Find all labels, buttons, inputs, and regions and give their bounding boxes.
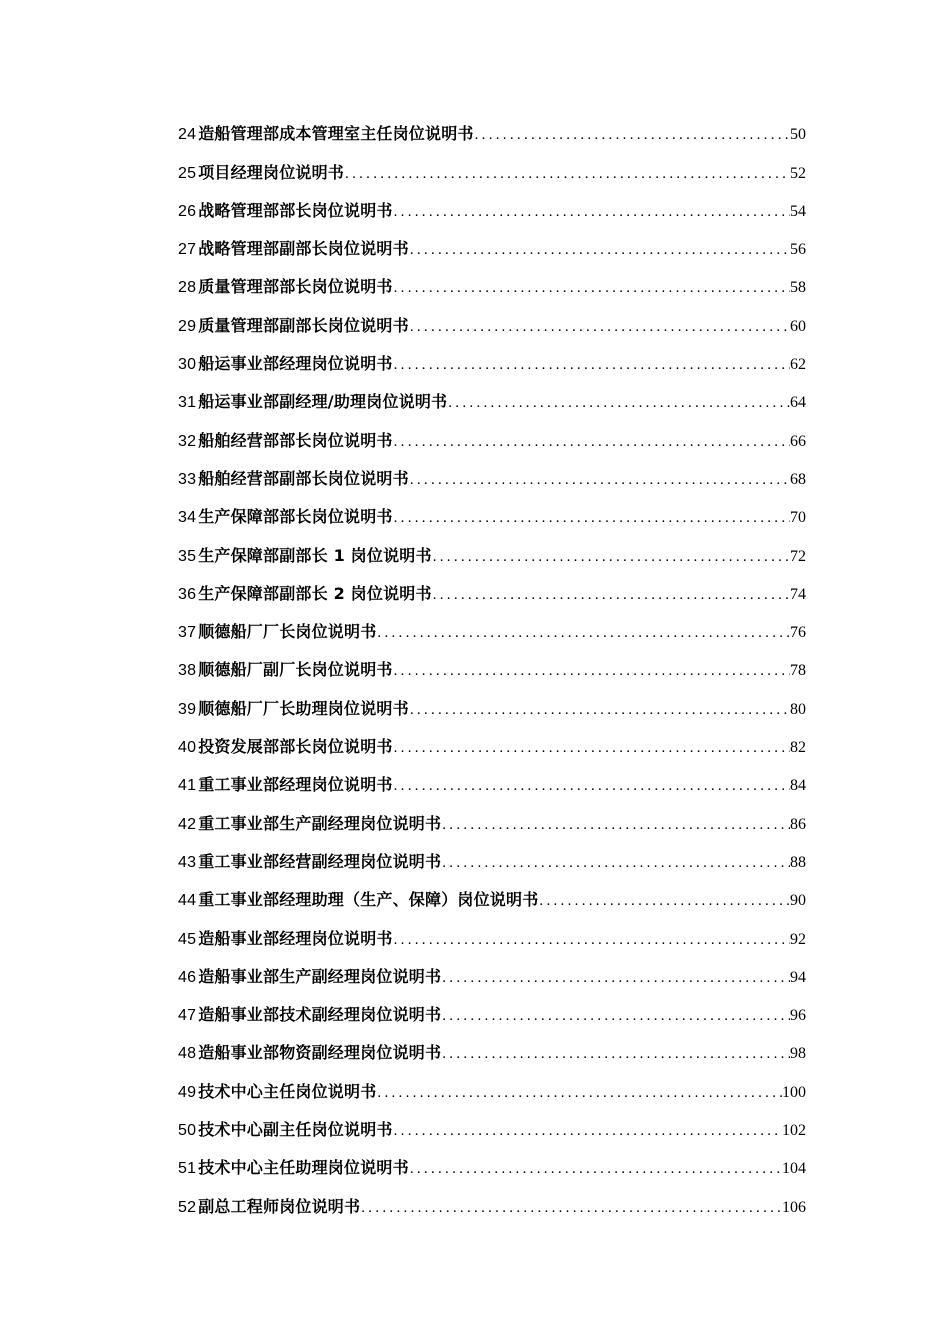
- toc-entry-page-number: 100: [782, 1083, 806, 1101]
- toc-entry[interactable]: [178, 950, 806, 988]
- toc-entry-title: [178, 124, 474, 145]
- toc-entry-text: 造船事业部生产副经理岗位说明书: [198, 966, 442, 986]
- toc-dot-leader: [409, 1159, 782, 1179]
- toc-entry-number: 32: [178, 432, 197, 450]
- toc-entry-page-number: 104: [782, 1160, 806, 1178]
- toc-entry-page-number: 92: [790, 930, 806, 948]
- toc-entry-text: 副总工程师岗位说明书: [198, 1196, 361, 1216]
- toc-entry-page-number: 106: [782, 1198, 806, 1216]
- toc-entry-text: 顺德船厂厂长助理岗位说明书: [198, 698, 409, 718]
- toc-entry-number: 29: [178, 317, 197, 335]
- toc-entry-page-number: 88: [790, 853, 806, 871]
- toc-entry-number: 52: [178, 1198, 197, 1216]
- toc-entry-number: 35: [178, 547, 197, 565]
- toc-entry-page-number: 74: [790, 585, 806, 603]
- toc-entry-page-number: 60: [790, 317, 806, 335]
- toc-entry-text: 顺德船厂厂长岗位说明书: [198, 622, 377, 642]
- toc-dot-leader: [344, 164, 790, 184]
- toc-entry-number: 46: [178, 968, 197, 986]
- toc-entry-number: 28: [178, 279, 197, 297]
- toc-entry[interactable]: [178, 758, 806, 796]
- toc-entry-number: 48: [178, 1045, 197, 1063]
- toc-entry[interactable]: [178, 413, 806, 451]
- toc-entry-page-number: 50: [790, 126, 806, 144]
- toc-entry-page-number: 66: [790, 432, 806, 450]
- toc-entry-title: [178, 431, 393, 452]
- toc-entry-number: 33: [178, 470, 197, 488]
- toc-entry-number: 40: [178, 739, 197, 757]
- toc-entry-title: [178, 1082, 376, 1103]
- toc-entry-title: [178, 660, 393, 681]
- toc-entry-page-number: 94: [790, 968, 806, 986]
- toc-dot-leader: [393, 661, 790, 681]
- toc-entry-text: 投资发展部部长岗位说明书: [198, 737, 393, 757]
- toc-entry-title: [178, 775, 393, 796]
- toc-entry-number: 42: [178, 815, 197, 833]
- toc-entry-page-number: 56: [790, 241, 806, 259]
- toc-entry-title: [178, 737, 393, 758]
- toc-entry-page-number: 64: [790, 394, 806, 412]
- toc-entry-title: [178, 622, 376, 643]
- toc-entry[interactable]: [178, 375, 806, 413]
- toc-dot-leader: [393, 355, 790, 375]
- toc-dot-leader: [393, 1121, 782, 1141]
- toc-entry[interactable]: [178, 260, 806, 298]
- toc-entry-page-number: 98: [790, 1045, 806, 1063]
- toc-entry-number: 50: [178, 1122, 197, 1140]
- toc-entry-title: [178, 929, 393, 950]
- toc-entry-text: 造船事业部物资副经理岗位说明书: [198, 1043, 442, 1063]
- toc-entry-number: 51: [178, 1160, 197, 1178]
- toc-entry-number: 34: [178, 509, 197, 527]
- toc-entry[interactable]: [178, 337, 806, 375]
- toc-entry-number: 45: [178, 930, 197, 948]
- toc-dot-leader: [409, 470, 790, 490]
- toc-entry-text: 战略管理部部长岗位说明书: [198, 200, 393, 220]
- toc-entry-title: [178, 392, 447, 413]
- toc-entry-page-number: 80: [790, 700, 806, 718]
- toc-entry-number: 44: [178, 892, 197, 910]
- toc-dot-leader: [441, 968, 790, 988]
- toc-entry-page-number: 96: [790, 1007, 806, 1025]
- toc-entry-text: 造船事业部经理岗位说明书: [198, 928, 393, 948]
- toc-entry-number: 43: [178, 853, 197, 871]
- toc-dot-leader: [393, 432, 790, 452]
- toc-entry[interactable]: [178, 528, 806, 566]
- toc-entry-title: [178, 1043, 441, 1064]
- toc-entry-number: 36: [178, 585, 197, 603]
- toc-entry-page-number: 102: [782, 1122, 806, 1140]
- toc-dot-leader: [409, 700, 790, 720]
- toc-entry-text: 项目经理岗位说明书: [198, 162, 345, 182]
- toc-entry-page-number: 68: [790, 470, 806, 488]
- toc-dot-leader: [441, 1044, 790, 1064]
- toc-entry-title: [178, 1120, 393, 1141]
- toc-entry-page-number: 84: [790, 777, 806, 795]
- toc-dot-leader: [393, 776, 790, 796]
- toc-entry-title: [178, 699, 409, 720]
- toc-entry-title: [178, 201, 393, 222]
- toc-entry-page-number: 90: [790, 892, 806, 910]
- toc-dot-leader: [538, 891, 790, 911]
- toc-dot-leader: [441, 1006, 790, 1026]
- toc-entry-number: 38: [178, 662, 197, 680]
- toc-entry-title: [178, 584, 432, 605]
- toc-entry-number: 47: [178, 1007, 197, 1025]
- toc-entry-text: 技术中心副主任岗位说明书: [198, 1120, 393, 1140]
- toc-dot-leader: [376, 623, 790, 643]
- toc-entry-title: [178, 814, 441, 835]
- toc-entry[interactable]: [178, 145, 806, 183]
- toc-entry-text: 造船管理部成本管理室主任岗位说明书: [198, 124, 474, 144]
- toc-entry-text: 重工事业部经营副经理岗位说明书: [198, 851, 442, 871]
- toc-entry[interactable]: [178, 1026, 806, 1064]
- toc-dot-leader: [432, 585, 790, 605]
- toc-entry-text: 顺德船厂副厂长岗位说明书: [198, 660, 393, 680]
- toc-entry-number: 39: [178, 700, 197, 718]
- toc-entry-title: [178, 1197, 360, 1218]
- toc-entry-page-number: 78: [790, 662, 806, 680]
- toc-entry[interactable]: [178, 567, 806, 605]
- toc-entry-number: 41: [178, 777, 197, 795]
- toc-entry-text: 质量管理部副部长岗位说明书: [198, 315, 409, 335]
- toc-dot-leader: [393, 278, 790, 298]
- toc-entry-text: 船运事业部经理岗位说明书: [198, 354, 393, 374]
- toc-entry-text: 战略管理部副部长岗位说明书: [198, 239, 409, 259]
- toc-entry[interactable]: [178, 796, 806, 834]
- toc-entry-title: [178, 507, 393, 528]
- toc-entry[interactable]: [178, 1103, 806, 1141]
- toc-entry-page-number: 76: [790, 624, 806, 642]
- toc-entry[interactable]: [178, 452, 806, 490]
- toc-entry-title: [178, 890, 538, 911]
- toc-entry-number: 31: [178, 394, 197, 412]
- toc-dot-leader: [360, 1198, 782, 1218]
- toc-entry-number: 24: [178, 126, 197, 144]
- toc-entry-page-number: 62: [790, 356, 806, 374]
- toc-entry[interactable]: [178, 643, 806, 681]
- toc-entry-title: [178, 277, 393, 298]
- toc-entry-text: 船运事业部副经理/助理岗位说明书: [198, 392, 448, 412]
- toc-entry-text: 技术中心主任岗位说明书: [198, 1081, 377, 1101]
- toc-entry[interactable]: [178, 988, 806, 1026]
- toc-entry-number: 30: [178, 356, 197, 374]
- toc-entry-page-number: 86: [790, 815, 806, 833]
- toc-entry-page-number: 58: [790, 279, 806, 297]
- toc-entry-title: [178, 546, 432, 567]
- toc-entry-title: [178, 239, 409, 260]
- toc-entry-text: 生产保障部副部长 2 岗位说明书: [198, 583, 432, 603]
- toc-entry-text: 造船事业部技术副经理岗位说明书: [198, 1005, 442, 1025]
- toc-entry-number: 27: [178, 241, 197, 259]
- toc-entry[interactable]: [178, 490, 806, 528]
- toc-dot-leader: [474, 125, 790, 145]
- toc-entry[interactable]: [178, 605, 806, 643]
- toc-entry-page-number: 70: [790, 509, 806, 527]
- table-of-contents: [178, 107, 806, 1218]
- toc-dot-leader: [409, 240, 790, 260]
- toc-entry-text: 技术中心主任助理岗位说明书: [198, 1158, 409, 1178]
- toc-dot-leader: [393, 930, 790, 950]
- toc-entry[interactable]: [178, 873, 806, 911]
- toc-entry-title: [178, 469, 409, 490]
- toc-entry-number: 49: [178, 1083, 197, 1101]
- toc-dot-leader: [441, 853, 790, 873]
- toc-entry[interactable]: [178, 911, 806, 949]
- toc-entry[interactable]: [178, 1179, 806, 1217]
- toc-entry-number: 37: [178, 624, 197, 642]
- toc-dot-leader: [447, 393, 790, 413]
- toc-entry[interactable]: [178, 835, 806, 873]
- toc-entry-title: [178, 163, 344, 184]
- toc-dot-leader: [376, 1083, 782, 1103]
- toc-entry-title: [178, 1158, 409, 1179]
- toc-entry-title: [178, 316, 409, 337]
- toc-entry-title: [178, 1005, 441, 1026]
- toc-entry-number: 25: [178, 164, 197, 182]
- toc-entry-number: 26: [178, 202, 197, 220]
- toc-dot-leader: [393, 202, 790, 222]
- toc-dot-leader: [393, 738, 790, 758]
- toc-entry-text: 生产保障部副部长 1 岗位说明书: [198, 545, 432, 565]
- toc-entry-text: 重工事业部生产副经理岗位说明书: [198, 813, 442, 833]
- toc-entry-title: [178, 967, 441, 988]
- toc-entry-title: [178, 354, 393, 375]
- toc-entry[interactable]: [178, 222, 806, 260]
- toc-entry-text: 生产保障部部长岗位说明书: [198, 507, 393, 527]
- toc-entry-page-number: 72: [790, 547, 806, 565]
- toc-entry-text: 船舶经营部部长岗位说明书: [198, 430, 393, 450]
- toc-entry-text: 重工事业部经理岗位说明书: [198, 775, 393, 795]
- toc-dot-leader: [409, 317, 790, 337]
- toc-entry-page-number: 52: [790, 164, 806, 182]
- toc-dot-leader: [441, 815, 790, 835]
- toc-entry[interactable]: [178, 1064, 806, 1102]
- toc-entry-text: 船舶经营部副部长岗位说明书: [198, 468, 409, 488]
- toc-entry-page-number: 54: [790, 202, 806, 220]
- toc-entry-title: [178, 852, 441, 873]
- toc-entry-page-number: 82: [790, 739, 806, 757]
- toc-dot-leader: [432, 547, 790, 567]
- toc-entry-text: 质量管理部部长岗位说明书: [198, 277, 393, 297]
- toc-dot-leader: [393, 508, 790, 528]
- toc-entry[interactable]: [178, 720, 806, 758]
- toc-entry[interactable]: [178, 298, 806, 336]
- toc-entry[interactable]: [178, 1141, 806, 1179]
- toc-entry[interactable]: [178, 681, 806, 719]
- toc-entry[interactable]: [178, 107, 806, 145]
- toc-entry[interactable]: [178, 184, 806, 222]
- toc-entry-text: 重工事业部经理助理（生产、保障）岗位说明书: [198, 890, 539, 910]
